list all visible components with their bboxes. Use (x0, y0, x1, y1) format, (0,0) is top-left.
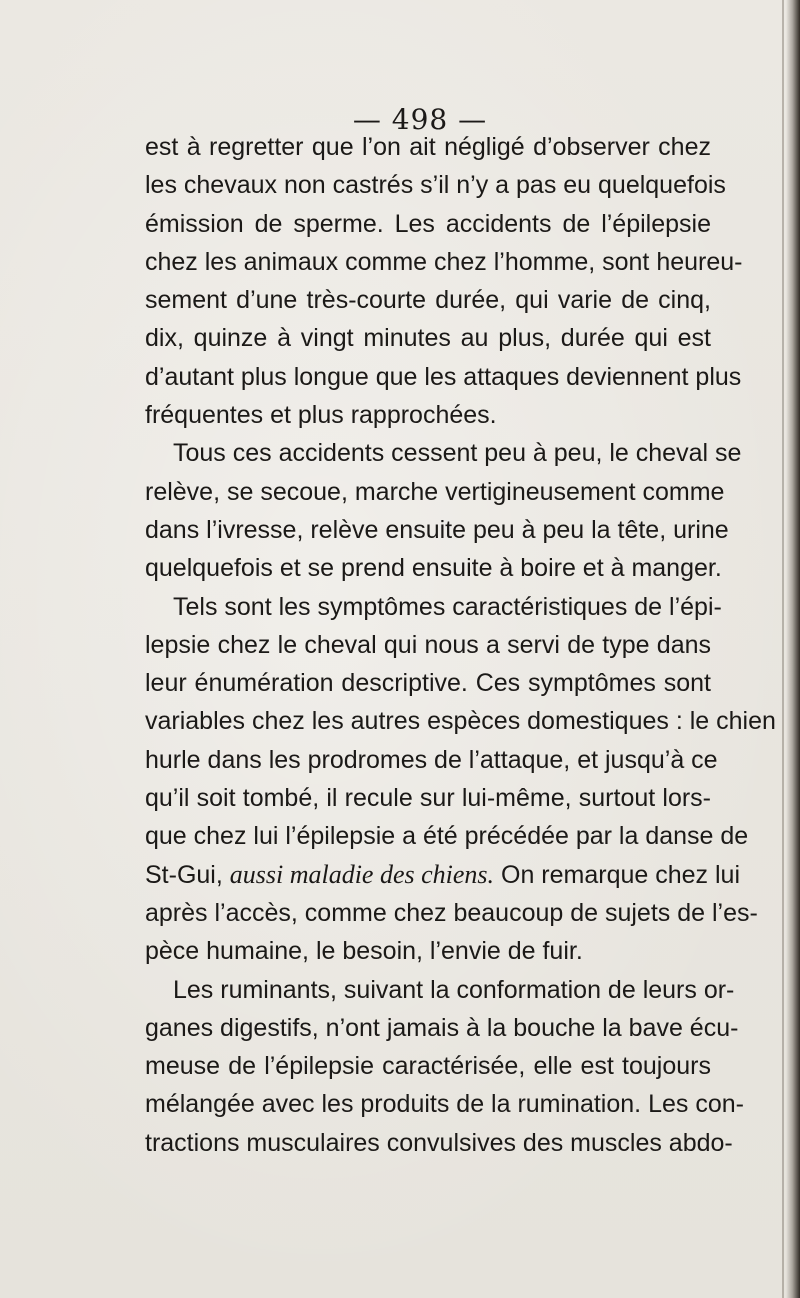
text-line: est à regretter que l’on ait négligé d’observer chez (145, 133, 711, 161)
page-gutter-shadow (782, 0, 784, 1298)
italic-phrase: aussi maladie des chiens. (229, 859, 495, 889)
text-line: dans l’ivresse, relève ensuite peu à peu la tête, urine (145, 515, 729, 544)
text-line: Les ruminants, suivant la conformation de leurs or- (173, 975, 735, 1004)
text-line: meuse de l’épilepsie caractérisée, elle est toujours (145, 1052, 711, 1081)
text-line: les chevaux non castrés s’il n’y a pas eu quelquefois (145, 171, 726, 200)
body-text (145, 128, 776, 1162)
text-line: variables chez les autres espèces domestiques : le chien (145, 707, 776, 736)
text-line: Tels sont les symptômes caractéristiques de l’épi- (173, 592, 722, 621)
text-line: tractions musculaires convulsives des muscles abdo- (145, 1128, 733, 1157)
text-line: ganes digestifs, n’ont jamais à la bouche la bave écu- (145, 1013, 739, 1042)
text-line: fréquentes et plus rapprochées. (145, 401, 497, 430)
text-line: sement d’une très-courte durée, qui varie de cinq, (145, 286, 711, 315)
text-line: émission de sperme. Les accidents de l’épilepsie (145, 209, 711, 238)
text-line: lepsie chez le cheval qui nous a servi de type dans (145, 630, 711, 659)
text-line: relève, se secoue, marche vertigineusement comme (145, 477, 725, 506)
text-line: Tous ces accidents cessent peu à peu, le cheval se (173, 439, 742, 468)
text-line: mélangée avec les produits de la rumination. Les con- (145, 1090, 744, 1119)
text-line: après l’accès, comme chez beaucoup de sujets de l’es- (145, 898, 758, 927)
text-line: que chez lui l’épilepsie a été précédée par la danse de (145, 822, 749, 851)
page-number: — 498 — (352, 103, 488, 136)
text-line: dix, quinze à vingt minutes au plus, durée qui est (145, 324, 711, 353)
text-line: hurle dans les prodromes de l’attaque, et jusqu’à ce (145, 745, 718, 774)
text-line: quelquefois et se prend ensuite à boire et à manger. (145, 554, 722, 583)
page-edge (786, 0, 800, 1298)
text-segment: On remarque chez lui (501, 860, 741, 889)
text-line: chez les animaux comme chez l’homme, sont heureu- (145, 247, 743, 276)
text-line: qu’il soit tombé, il recule sur lui-même, surtout lors- (145, 784, 711, 813)
text-line-mixed (145, 856, 741, 894)
text-segment: St-Gui, (145, 860, 223, 889)
text-line: pèce humaine, le besoin, l’envie de fuir. (145, 937, 583, 966)
text-line: leur énumération descriptive. Ces symptômes sont (145, 669, 711, 698)
text-line: d’autant plus longue que les attaques deviennent plus (145, 362, 742, 391)
